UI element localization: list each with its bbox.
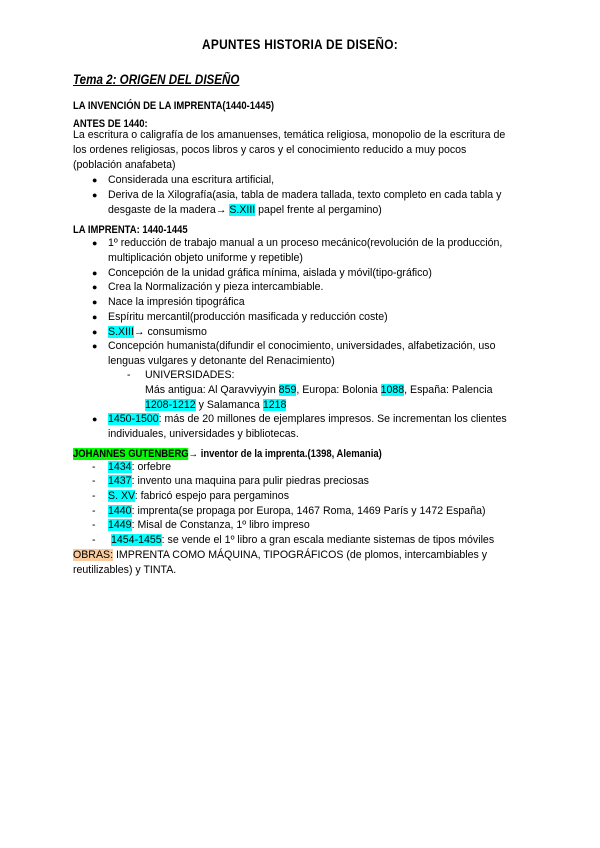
highlight: JOHANNES GUTENBERG bbox=[73, 448, 189, 460]
highlight: 1449 bbox=[108, 519, 132, 531]
highlight: 1218 bbox=[262, 398, 287, 411]
bullet-icon: ● bbox=[92, 327, 98, 337]
bullet-icon: ● bbox=[92, 297, 98, 307]
bullet-icon: ● bbox=[92, 282, 98, 292]
highlight: S.XIII bbox=[108, 326, 134, 338]
bullet-icon: ● bbox=[92, 312, 98, 322]
highlight: S. XV bbox=[108, 490, 135, 502]
antes-heading: ANTES DE 1440: bbox=[73, 118, 148, 130]
tema-heading: Tema 2: ORIGEN DEL DISEÑO bbox=[73, 72, 240, 87]
document-page: APUNTES HISTORIA DE DISEÑO: Tema 2: ORIGEN DEL DISEÑO LA INVENCIÓN DE LA IMPRENTA(1440-1445) ANTES DE 1440: La escritura o caligrafía de los amanuenses, temática religiosa, monopolio de la escritura de los ordenes religiosas, pocos libros y caros y el conocimiento reducido a muy pocos (población anafabeta) ● Considerada una escritura artificial, ● Deriva de la Xilografía(asia, tabla de madera tallada, texto completo en cada tabla y desgaste de la madera→ S.XIII papel frente al pergamino) LA IMPRENTA: 1440-1445 ● 1º reducción de trabajo manual a un proceso mecánico(revolución de la producción, multiplicación objeto uniforme y repetible) ● Concepción de la unidad gráfica mínima, aislada y móvil(tipo-gráfico) ● Crea la Normalización y pieza intercambiable. ● Nace la impresión tipográfica ● Espíritu mercantil(producción masificada y reducción coste) ● S.XIII→ consumismo ● Concepción humanista(difundir el conocimiento, universidades, alfabetización, uso lenguas vulgares y detonante del Renacimiento) - UNIVERSIDADES: Más antigua: Al Qaravviyyin 859, Europa: Bolonia 1088, España: Palencia 1208-1212 y Salamanca 1218 ● 1450-1500: más de 20 millones de ejemplares impresos. Se incrementan los clientes individuales, universidades y bibliotecas. JOHANNES GUTENBERG→ inventor de la imprenta.(1398, Alemania) - 1434: orfebre - 1437: invento una maquina para pulir piedras preciosas - S. XV: fabricó espejo para pergaminos - 1440: imprenta(se propaga por Europa, 1467 Roma, 1469 París y 1472 España) - 1449: Misal de Constanza, 1º libro impreso - 1454-1455: se vende el 1º libro a gran escala mediante sistemas de tipos móviles OBRAS: IMPRENTA COMO MÁQUINA, TIPOGRÁFICOS (de plomos, intercambiables y reutilizables) y TINTA. bbox=[0, 0, 600, 848]
highlight: 1437 bbox=[108, 475, 132, 487]
highlight: 1440 bbox=[108, 505, 132, 517]
universidades-block: UNIVERSIDADES: Más antigua: Al Qaravviyyin 859, Europa: Bolonia 1088, España: Palencia 1208-1212 y Salamanca 1218 bbox=[145, 369, 493, 411]
bullet-icon: ● bbox=[92, 414, 98, 424]
imprenta-heading: LA IMPRENTA: 1440-1445 bbox=[73, 224, 188, 236]
highlight: 859 bbox=[278, 383, 297, 396]
highlight: S.XIII bbox=[229, 203, 256, 216]
dash-icon: - bbox=[92, 519, 96, 531]
dash-icon: - bbox=[92, 534, 96, 546]
document-title: APUNTES HISTORIA DE DISEÑO: bbox=[202, 37, 398, 52]
bullet-icon: ● bbox=[92, 238, 98, 248]
dash-icon: - bbox=[92, 505, 96, 517]
highlight: 1088 bbox=[380, 383, 405, 396]
dash-icon: - bbox=[92, 461, 96, 473]
dash-icon: - bbox=[92, 490, 96, 502]
section-heading-invencion: LA INVENCIÓN DE LA IMPRENTA(1440-1445) bbox=[73, 100, 274, 112]
dash-icon: - bbox=[127, 369, 131, 381]
highlight: 1208-1212 bbox=[145, 398, 196, 411]
highlight: 1450-1500 bbox=[108, 413, 159, 425]
highlight: 1454-1455 bbox=[111, 534, 162, 546]
bullet-icon: ● bbox=[92, 341, 98, 351]
obras-paragraph: OBRAS: IMPRENTA COMO MÁQUINA, TIPOGRÁFICOS (de plomos, intercambiables y reutilizables) y TINTA. bbox=[73, 549, 488, 576]
antes-paragraph: La escritura o caligrafía de los amanuenses, temática religiosa, monopolio de la escritura de los ordenes religiosas, pocos libros y caros y el conocimiento reducido a muy pocos (población anafabeta) bbox=[73, 129, 506, 171]
highlight: OBRAS: bbox=[73, 549, 114, 561]
sub-list-item bbox=[127, 368, 131, 383]
bullet-icon: ● bbox=[92, 268, 98, 278]
bullet-icon: ● bbox=[92, 175, 98, 185]
dash-icon: - bbox=[92, 475, 96, 487]
gutenberg-heading: JOHANNES GUTENBERG→ inventor de la imprenta.(1398, Alemania) bbox=[73, 448, 382, 460]
highlight: 1434 bbox=[108, 461, 132, 473]
bullet-icon: ● bbox=[92, 190, 98, 200]
